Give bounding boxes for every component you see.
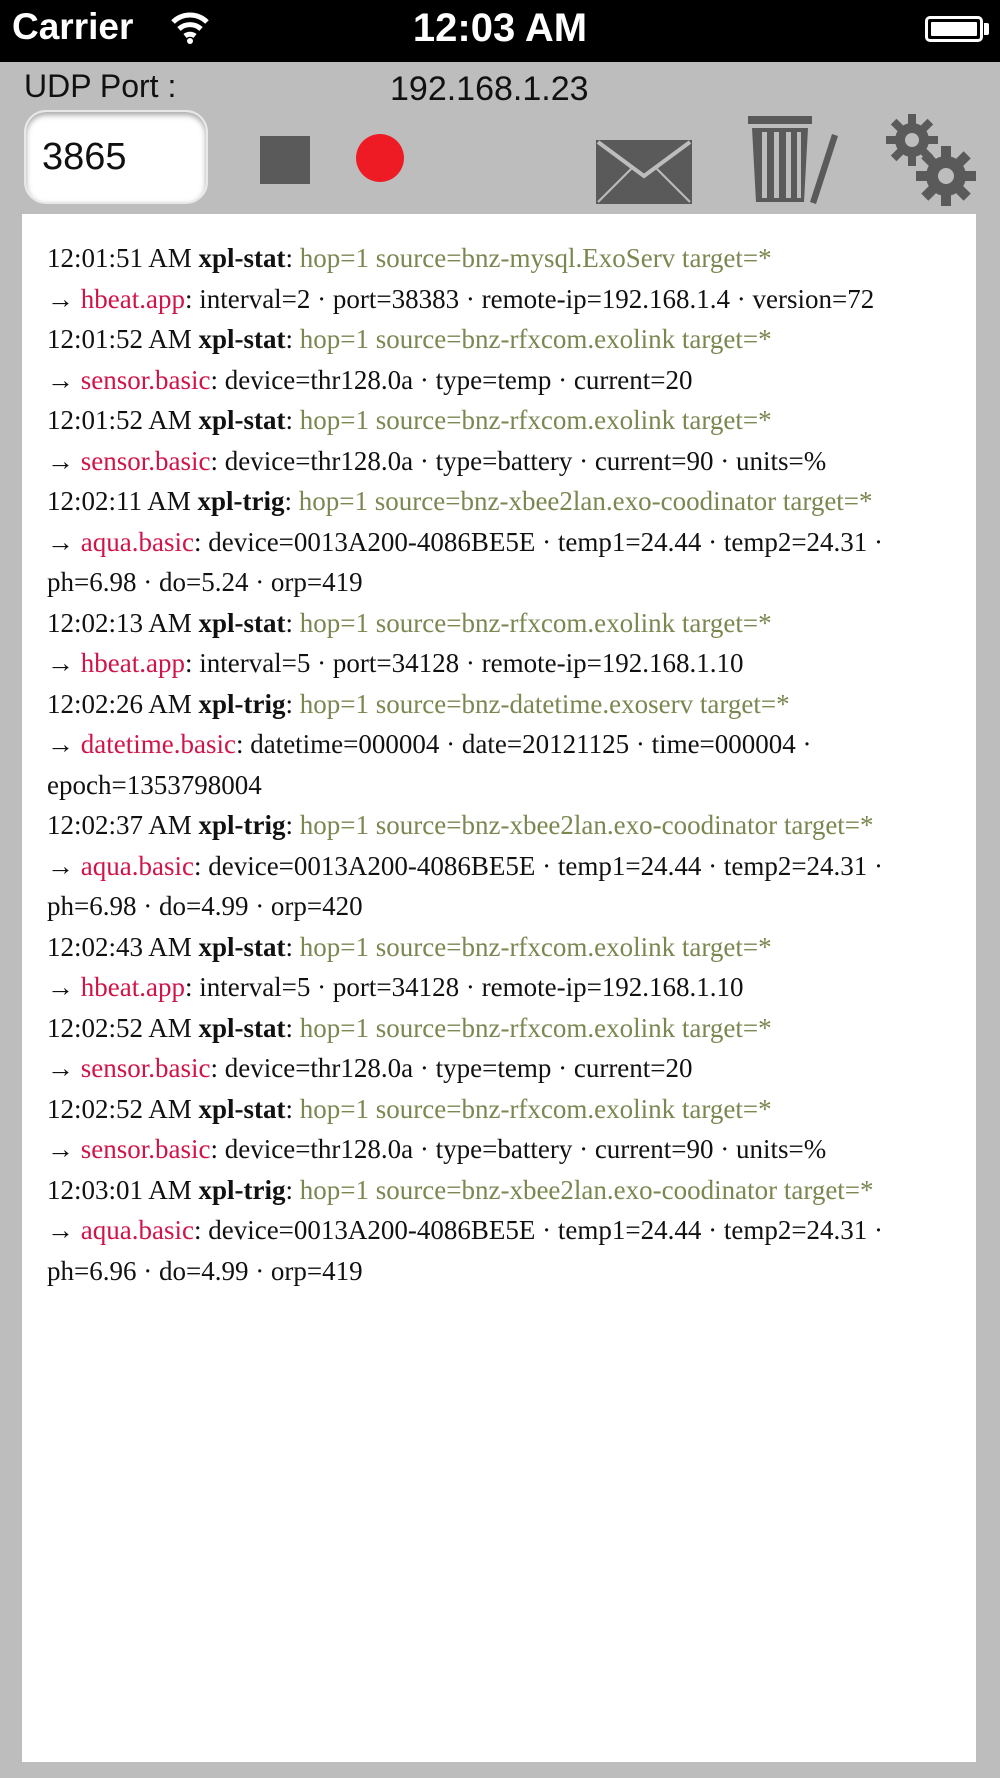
log-type: xpl-stat bbox=[198, 1093, 286, 1124]
log-entry: 12:02:52 AM xpl-stat: hop=1 source=bnz-rfxcom.exolink target=* → sensor.basic: device=thr128.0a · type=temp · current=20 bbox=[47, 1012, 772, 1083]
log-type: xpl-stat bbox=[198, 405, 286, 435]
log-entry: 12:02:26 AM xpl-trig: hop=1 source=bnz-datetime.exoserv target=* → datetime.basic: datetime=000004 · date=20121125 · time=000004 · epoch=1353798004 bbox=[47, 688, 812, 800]
log-type: xpl-stat bbox=[198, 607, 286, 638]
log-header: hop=1 source=bnz-rfxcom.exolink target=* bbox=[299, 607, 772, 638]
udp-port-input[interactable] bbox=[24, 110, 208, 204]
log-type: xpl-stat bbox=[198, 324, 286, 354]
udp-port-label: UDP Port : bbox=[24, 68, 177, 104]
log-time: 12:02:37 AM bbox=[47, 810, 192, 840]
log-body: device=thr128.0a · type=battery · current=90 · units=% bbox=[224, 1134, 827, 1164]
log-header: hop=1 source=bnz-rfxcom.exolink target=* bbox=[299, 1093, 772, 1124]
status-bar bbox=[0, 0, 1000, 62]
log-header: hop=1 source=bnz-mysql.ExoServ target=* bbox=[299, 243, 772, 273]
log-header: hop=1 source=bnz-xbee2lan.exo-coodinator target=* bbox=[299, 1174, 874, 1205]
ip-address: 192.168.1.23 bbox=[390, 70, 589, 108]
log-entry: 12:01:51 AM xpl-stat: hop=1 source=bnz-mysql.ExoServ target=* → hbeat.app: interval=2 · port=38383 · remote-ip=192.168.1.4 · version=72 bbox=[47, 243, 875, 314]
battery-icon bbox=[925, 16, 983, 42]
log-entry: 12:02:11 AM xpl-trig: hop=1 source=bnz-xbee2lan.exo-coodinator target=* → aqua.basic: device=0013A200-4086BE5E · temp1=24.44 · temp2=24.31 · ph=6.98 · do=5.24 · orp=419 bbox=[47, 486, 884, 597]
status-time: 12:03 AM bbox=[412, 6, 588, 50]
log-type: xpl-trig bbox=[198, 1174, 286, 1205]
log-time: 12:03:01 AM bbox=[47, 1174, 192, 1205]
log-header: hop=1 source=bnz-xbee2lan.exo-coodinator target=* bbox=[298, 486, 873, 516]
log-entry: 12:01:52 AM xpl-stat: hop=1 source=bnz-rfxcom.exolink target=* → sensor.basic: device=thr128.0a · type=battery · current=90 · units=% bbox=[47, 405, 827, 476]
log-time: 12:01:52 AM bbox=[47, 324, 192, 354]
log-type: xpl-trig bbox=[198, 688, 286, 719]
trash-icon[interactable] bbox=[748, 114, 840, 211]
log-time: 12:02:43 AM bbox=[47, 931, 192, 962]
log-entry: 12:02:52 AM xpl-stat: hop=1 source=bnz-rfxcom.exolink target=* → sensor.basic: device=thr128.0a · type=battery · current=90 · units=% bbox=[47, 1093, 827, 1164]
log-entry: 12:03:01 AM xpl-trig: hop=1 source=bnz-xbee2lan.exo-coodinator target=* → aqua.basic: device=0013A200-4086BE5E · temp1=24.44 · temp2=24.31 · ph=6.96 · do=4.99 · orp=419 bbox=[47, 1174, 884, 1286]
log-body: device=0013A200-4086BE5E · temp1=24.44 · temp2=24.31 · ph=6.98 · do=5.24 · orp=419 bbox=[47, 526, 884, 597]
log-type: xpl-stat bbox=[198, 931, 286, 962]
log-body: interval=2 · port=38383 · remote-ip=192.168.1.4 · version=72 bbox=[199, 283, 875, 314]
log-header: hop=1 source=bnz-xbee2lan.exo-coodinator target=* bbox=[299, 810, 874, 840]
log-type: xpl-stat bbox=[198, 243, 286, 273]
log-body: device=thr128.0a · type=battery · current=90 · units=% bbox=[224, 445, 827, 476]
log-body: device=0013A200-4086BE5E · temp1=24.44 · temp2=24.31 · ph=6.98 · do=4.99 · orp=420 bbox=[47, 850, 884, 921]
log-type: xpl-trig bbox=[197, 486, 285, 516]
log-time: 12:02:13 AM bbox=[47, 607, 192, 638]
log-body: interval=5 · port=34128 · remote-ip=192.168.1.10 bbox=[199, 972, 744, 1002]
log-header: hop=1 source=bnz-rfxcom.exolink target=* bbox=[299, 931, 772, 962]
gear-icon[interactable] bbox=[882, 112, 978, 213]
log-body: device=thr128.0a · type=temp · current=20 bbox=[224, 364, 693, 395]
log-schema: sensor.basic bbox=[80, 1134, 211, 1164]
log-schema: hbeat.app bbox=[80, 283, 185, 314]
log-time: 12:02:52 AM bbox=[47, 1012, 192, 1043]
log-body: device=thr128.0a · type=temp · current=20 bbox=[224, 1053, 693, 1083]
log-time: 12:02:26 AM bbox=[47, 688, 192, 719]
log-body: datetime=000004 · date=20121125 · time=000004 · epoch=1353798004 bbox=[47, 729, 812, 800]
log-schema: sensor.basic bbox=[80, 445, 211, 476]
log-schema: hbeat.app bbox=[80, 972, 185, 1002]
log-schema: aqua.basic bbox=[80, 850, 194, 881]
log-schema: sensor.basic bbox=[80, 364, 211, 395]
log-header: hop=1 source=bnz-rfxcom.exolink target=* bbox=[299, 405, 772, 435]
carrier-label: Carrier bbox=[12, 6, 134, 47]
log-entry: 12:01:52 AM xpl-stat: hop=1 source=bnz-rfxcom.exolink target=* → sensor.basic: device=thr128.0a · type=temp · current=20 bbox=[47, 324, 772, 395]
log-type: xpl-trig bbox=[198, 810, 286, 840]
record-icon[interactable] bbox=[356, 134, 404, 182]
log-body: device=0013A200-4086BE5E · temp1=24.44 · temp2=24.31 · ph=6.96 · do=4.99 · orp=419 bbox=[47, 1215, 884, 1286]
log-schema: hbeat.app bbox=[80, 648, 185, 678]
battery-tip bbox=[984, 23, 989, 35]
message-log[interactable] bbox=[22, 214, 976, 1762]
log-time: 12:01:52 AM bbox=[47, 405, 192, 435]
log-time: 12:02:52 AM bbox=[47, 1093, 192, 1124]
log-schema: aqua.basic bbox=[80, 1215, 194, 1245]
log-body: interval=5 · port=34128 · remote-ip=192.168.1.10 bbox=[199, 648, 744, 678]
log-type: xpl-stat bbox=[198, 1012, 286, 1043]
log-header: hop=1 source=bnz-datetime.exoserv target=* bbox=[299, 688, 790, 719]
log-time: 12:02:11 AM bbox=[47, 486, 191, 516]
log-entry: 12:02:37 AM xpl-trig: hop=1 source=bnz-xbee2lan.exo-coodinator target=* → aqua.basic: device=0013A200-4086BE5E · temp1=24.44 · temp2=24.31 · ph=6.98 · do=4.99 · orp=420 bbox=[47, 810, 884, 921]
log-time: 12:01:51 AM bbox=[47, 243, 192, 273]
log-schema: aqua.basic bbox=[80, 526, 194, 557]
mail-icon[interactable] bbox=[596, 140, 692, 209]
toolbar bbox=[0, 62, 1000, 214]
log-header: hop=1 source=bnz-rfxcom.exolink target=* bbox=[299, 1012, 772, 1043]
log-schema: sensor.basic bbox=[80, 1053, 211, 1083]
log-entry: 12:02:43 AM xpl-stat: hop=1 source=bnz-rfxcom.exolink target=* → hbeat.app: interval=5 · port=34128 · remote-ip=192.168.1.10 bbox=[47, 931, 772, 1002]
log-header: hop=1 source=bnz-rfxcom.exolink target=* bbox=[299, 324, 772, 354]
stop-icon[interactable] bbox=[260, 136, 310, 184]
log-schema: datetime.basic bbox=[80, 729, 236, 759]
log-entry: 12:02:13 AM xpl-stat: hop=1 source=bnz-rfxcom.exolink target=* → hbeat.app: interval=5 · port=34128 · remote-ip=192.168.1.10 bbox=[47, 607, 772, 678]
